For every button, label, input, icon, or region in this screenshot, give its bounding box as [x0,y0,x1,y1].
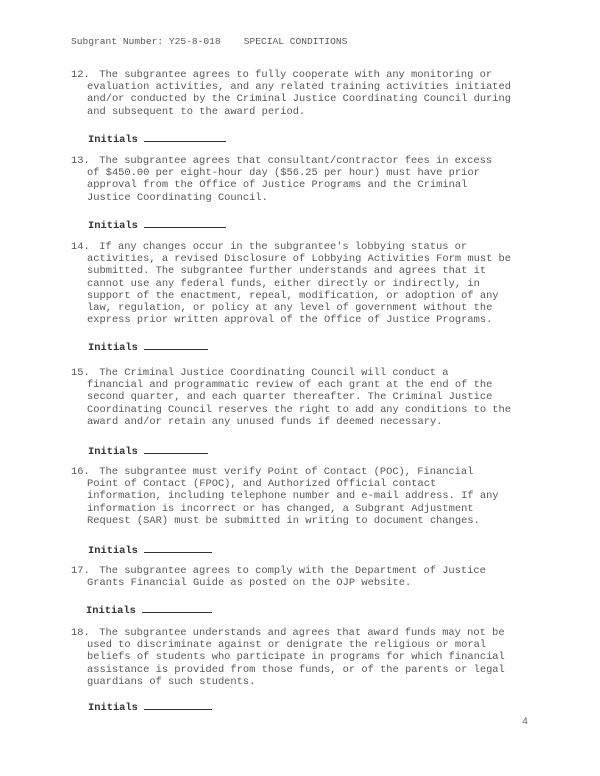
initials-blank[interactable] [144,339,208,350]
condition-text-line: The subgrantee understands and agrees that award funds may not be [99,627,505,639]
condition-14 [71,241,551,326]
condition-16 [71,466,551,527]
condition-number: 18. [71,627,90,639]
condition-17 [71,565,551,589]
initials-label: Initials [86,605,136,617]
condition-number: 16. [71,466,90,478]
condition-text-line: If any changes occur in the subgrantee's lobbying status or [99,241,468,253]
condition-number: 14. [71,241,90,253]
initials-label: Initials [88,545,138,557]
page-number: 4 [522,717,529,728]
condition-text-line: express prior written approval of the Office of Justice Programs. [87,314,493,327]
condition-text-line: cannot use any federal funds, either directly or indirectly, in [87,277,480,290]
condition-13 [71,155,551,204]
condition-text-line: financial and programmatic review of each grant at the end of the [87,379,493,392]
condition-text-line: The subgrantee agrees to comply with the Department of Justice [99,565,486,577]
condition-text-line: The subgrantee agrees that consultant/contractor fees in excess [99,155,493,167]
initials-blank[interactable] [144,542,212,553]
condition-text-line: evaluation activities, and any related training activities initiated [87,81,512,94]
condition-text-line: submitted. The subgrantee further understands and agrees that it [87,265,487,278]
condition-text-line: support of the enactment, repeal, modification, or adoption of any [87,289,499,302]
condition-number: 12. [71,69,90,81]
initials-field-15[interactable] [88,443,208,458]
condition-text-line: information, including telephone number and e-mail address. If any [87,490,499,503]
initials-label: Initials [88,134,138,146]
document-header [71,36,347,47]
condition-text-line: law, regulation, or policy at any level of government without the [87,302,493,315]
initials-label: Initials [88,446,138,458]
condition-text-line: The subgrantee must verify Point of Contact (POC), Financial [99,466,474,478]
initials-blank[interactable] [144,217,226,228]
condition-text-line: The Criminal Justice Coordinating Council will conduct a [99,367,449,379]
initials-field-16[interactable] [88,542,212,557]
condition-text-line: activities, a revised Disclosure of Lobbying Activities Form must be [87,253,512,266]
initials-field-12[interactable] [88,131,226,146]
condition-number: 17. [71,565,90,577]
condition-number: 15. [71,367,90,379]
condition-18 [71,627,551,688]
condition-12 [71,69,551,118]
initials-field-17[interactable] [86,602,212,617]
condition-text-line: The subgrantee agrees to fully cooperate with any monitoring or [99,69,493,81]
condition-text-line: information is incorrect or has changed, a Subgrant Adjustment [87,502,474,515]
condition-text-line: of $450.00 per eight-hour day ($56.25 per hour) must have prior [87,167,480,180]
condition-text-line: Grants Financial Guide as posted on the OJP website. [87,577,412,590]
condition-text-line: Request (SAR) must be submitted in writing to document changes. [87,514,480,527]
initials-label: Initials [88,220,138,232]
condition-text-line: and subsequent to the award period. [87,105,306,118]
condition-text-line: Coordinating Council reserves the right to add any conditions to the [87,403,512,416]
initials-field-13[interactable] [88,217,226,232]
condition-text-line: used to discriminate against or denigrate the religious or moral [87,639,487,652]
initials-field-14[interactable] [88,339,208,354]
subgrant-number: Subgrant Number: Y25-8-018 [71,36,221,47]
condition-text-line: approval from the Office of Justice Programs and the Criminal [87,179,468,192]
condition-text-line: Justice Coordinating Council. [87,191,268,204]
condition-text-line: beliefs of students who participate in programs for which financial [87,651,505,664]
initials-blank[interactable] [142,602,212,613]
initials-label: Initials [88,342,138,354]
initials-field-18[interactable] [88,699,212,714]
initials-blank[interactable] [144,443,208,454]
condition-text-line: assistance is provided from those funds, or of the parents or legal [87,663,505,676]
condition-text-line: second quarter, and each quarter thereafter. The Criminal Justice [87,391,493,404]
condition-text-line: guardians of such students. [87,675,256,688]
condition-number: 13. [71,155,90,167]
section-title: SPECIAL CONDITIONS [243,36,348,47]
initials-label: Initials [88,702,138,714]
condition-text-line: Point of Contact (FPOC), and Authorized Official contact [87,478,437,491]
initials-blank[interactable] [144,699,212,710]
initials-blank[interactable] [144,131,226,142]
condition-15 [71,367,551,428]
condition-text-line: award and/or retain any unused funds if deemed necessary. [87,415,443,428]
condition-text-line: and/or conducted by the Criminal Justice Coordinating Council during [87,93,512,106]
